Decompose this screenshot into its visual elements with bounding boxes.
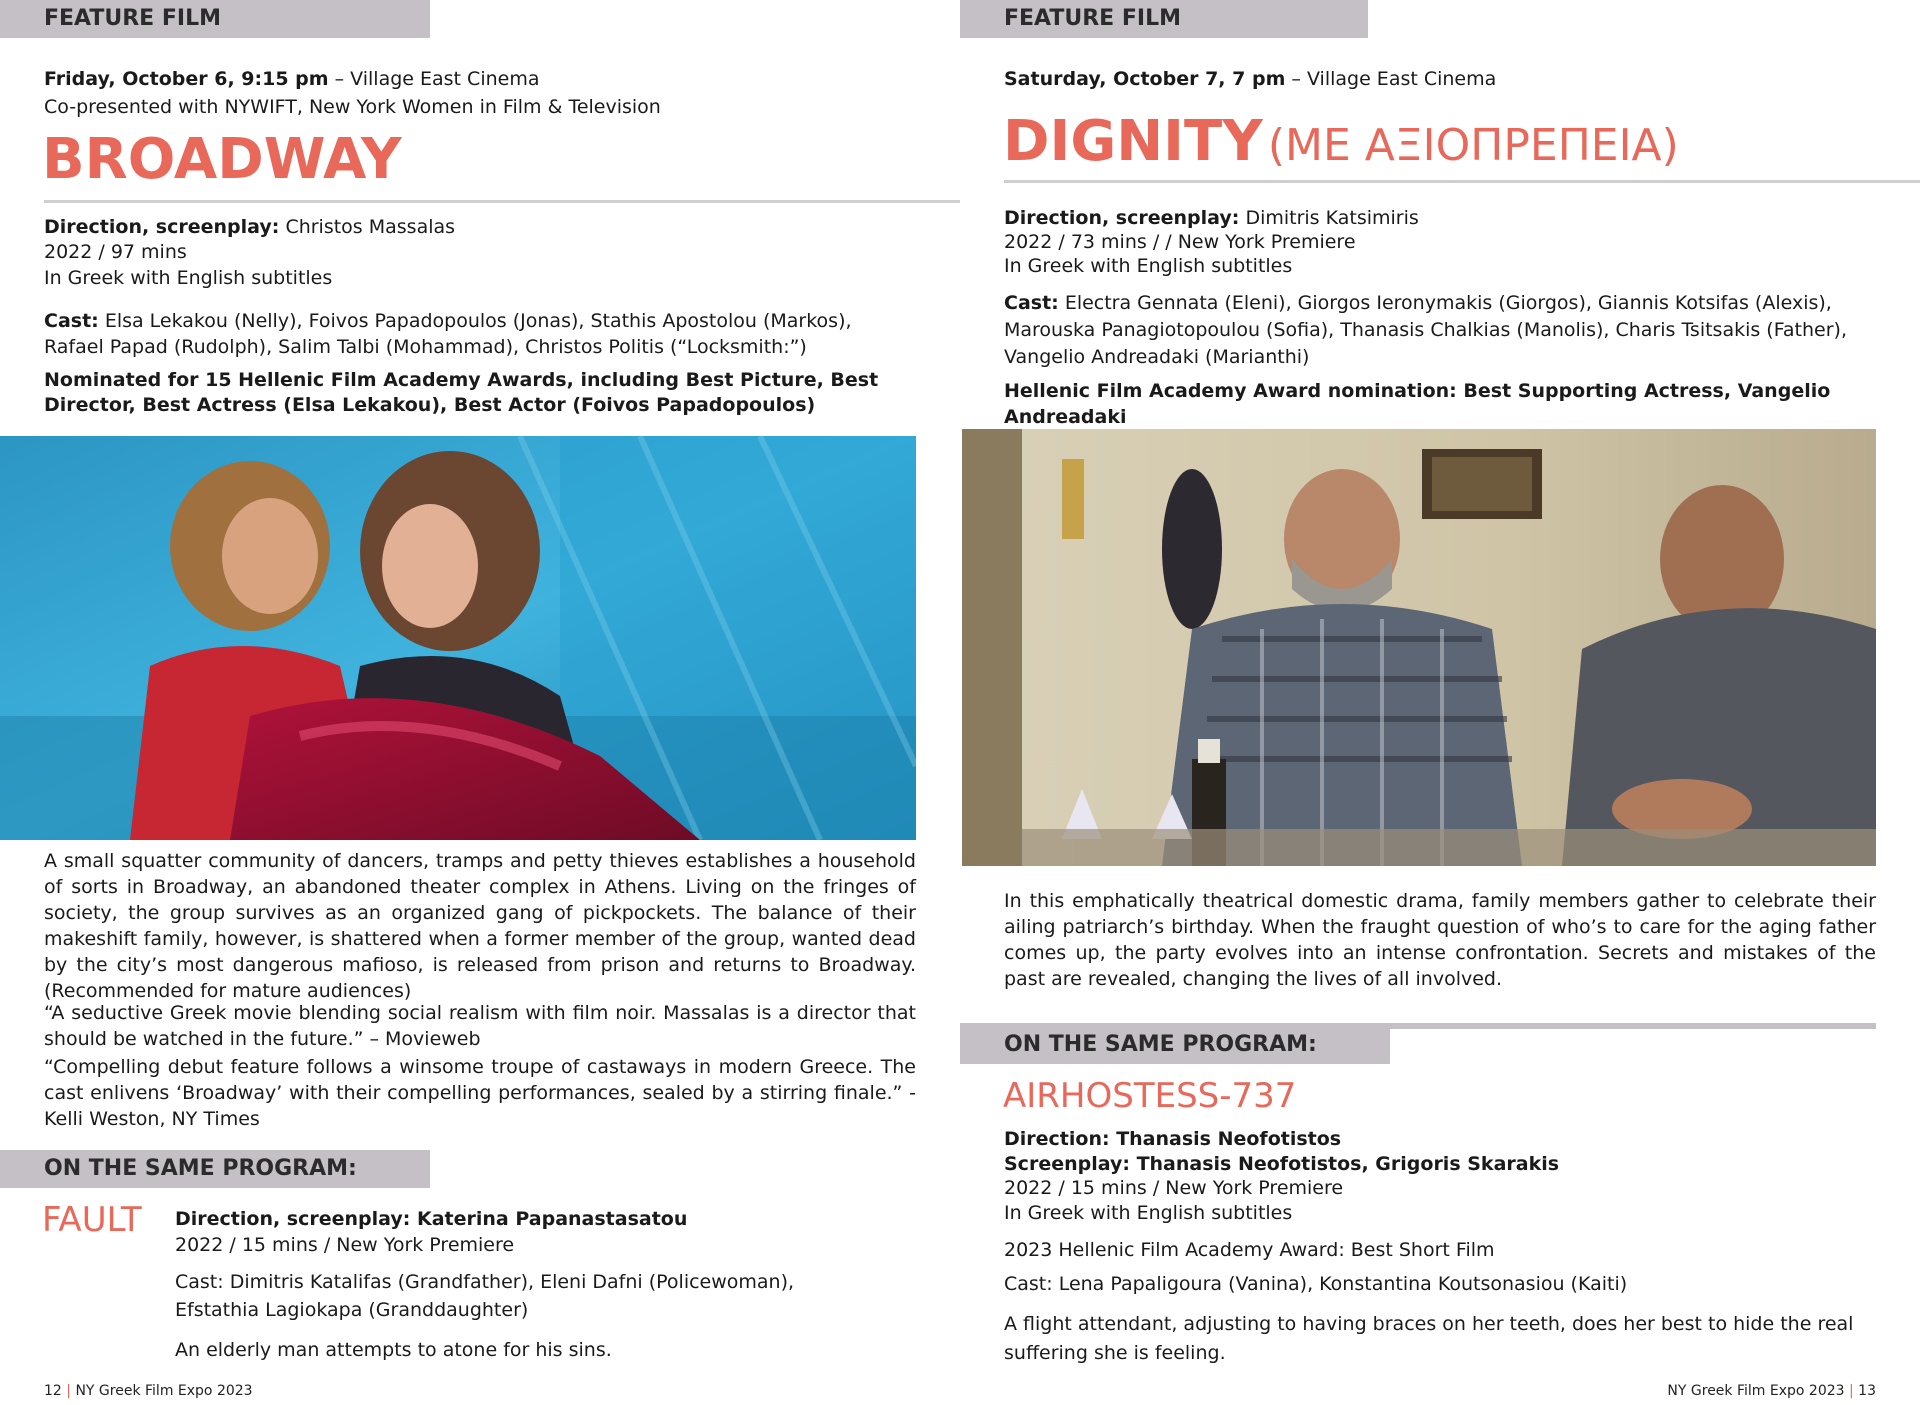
cast-block [44, 308, 914, 360]
direction-value: Dimitris Katsimiris [1245, 207, 1419, 229]
section-tab-same-program: ON THE SAME PROGRAM: [960, 1026, 1390, 1064]
short-synopsis: A flight attendant, adjusting to having braces on her teeth, does her best to hide the real suffering she is feeling. [1004, 1313, 1854, 1364]
short-cast: Cast: Dimitris Katalifas (Grandfather), Eleni Dafni (Policewoman), Efstathia Lagiokapa (Granddaughter) [175, 1271, 795, 1321]
schedule-venue: – Village East Cinema [1291, 68, 1497, 90]
footer-title: NY Greek Film Expo 2023 [1667, 1383, 1845, 1399]
film-title [1003, 110, 1679, 187]
year-runtime: 2022 / 97 mins [44, 241, 187, 263]
direction-label: Direction, screenplay: [1004, 207, 1240, 229]
schedule-date: Saturday, October 7, 7 pm [1004, 68, 1286, 90]
short-year: 2022 / 15 mins / New York Premiere [1004, 1177, 1344, 1199]
synopsis: In this emphatically theatrical domestic drama, family members gather to celebrate their ailing patriarch’s birthday. When the fraught question of who’s to care for the aging father comes up, the party evolves into an intense confrontation. Secrets and mistakes of the past are revealed, changing the lives of all involved. [1004, 890, 1876, 990]
short-screenplay: Screenplay: Thanasis Neofotistos, Grigoris Skarakis [1004, 1153, 1560, 1175]
film-title: BROADWAY [42, 127, 402, 192]
schedule-venue: – Village East Cinema [334, 68, 540, 90]
section-tab-feature-film: FEATURE FILM [960, 0, 1368, 38]
cast-value: Electra Gennata (Eleni), Giorgos Ieronymakis (Giorgos), Giannis Kotsifas (Alexis), Marouska Panagiotopoulou (Sofia), Thanasis Chalkias (Manolis), Charis Tsitsakis (Father), Vangelio Andreadaki (Marianthi) [1004, 292, 1847, 368]
cast-value: Elsa Lekakou (Nelly), Foivos Papadopoulos (Jonas), Stathis Apostolou (Markos), Rafael Papad (Rudolph), Salim Talbi (Mohammad), Christos Politis (“Locksmith:”) [44, 310, 852, 358]
short-year: 2022 / 15 mins / New York Premiere [175, 1234, 515, 1256]
film-title-main: DIGNITY [1003, 109, 1263, 174]
short-direction: Direction: Thanasis Neofotistos [1004, 1128, 1342, 1150]
schedule-line [44, 66, 944, 92]
short-film-title: AIRHOSTESS-737 [1003, 1076, 1297, 1116]
quote-nytimes: “Compelling debut feature follows a winsome troupe of castaways in modern Greece. The cast enlivens ‘Broadway’ with their compelling performances, sealed by a stirring finale.” - Kelli Weston, NY Times [44, 1056, 916, 1130]
short-synopsis: An elderly man attempts to atone for his sins. [175, 1339, 612, 1361]
title-rule [44, 200, 960, 203]
short-direction: Direction, screenplay: Katerina Papanastasatou [175, 1208, 688, 1230]
dignity-still-photo [962, 429, 1876, 866]
page-footer-left: 12 | NY Greek Film Expo 2023 [44, 1383, 253, 1399]
film-title-greek: (ΜΕ ΑΞΙΟΠΡΕΠΕΙΑ) [1267, 120, 1679, 171]
broadway-still-photo [0, 436, 916, 840]
award-nomination: Hellenic Film Academy Award nomination: Best Supporting Actress, Vangelio Andreadaki [1004, 380, 1831, 428]
short-language: In Greek with English subtitles [1004, 1202, 1293, 1224]
year-runtime: 2022 / 73 mins / / New York Premiere [1004, 231, 1356, 253]
language-line: In Greek with English subtitles [1004, 255, 1293, 277]
cast-label: Cast: [44, 310, 99, 332]
section-tab-same-program: ON THE SAME PROGRAM: [0, 1150, 430, 1188]
quote-movieweb: “A seductive Greek movie blending social realism with film noir. Massalas is a director that should be watched in the future.” – Movieweb [44, 1002, 916, 1050]
synopsis: A small squatter community of dancers, tramps and petty thieves establishes a household of sorts in Broadway, an abandoned theater complex in Athens. Living on the fringes of society, the group survives as an organized gang of pickpockets. The balance of their makeshift family, however, is shattered when a former member of the group, wanted dead by the city’s most dangerous mafioso, is released from prison and returns to Broadway. (Recommended for mature audiences) [44, 850, 916, 1002]
schedule-line [1004, 66, 1884, 92]
language-line: In Greek with English subtitles [44, 267, 333, 289]
direction-line [44, 214, 924, 240]
short-cast: Cast: Lena Papaligoura (Vanina), Konstantina Koutsonasiou (Kaiti) [1004, 1273, 1628, 1295]
title-rule [1004, 180, 1920, 183]
page-number: 12 [44, 1383, 62, 1399]
schedule-date: Friday, October 6, 9:15 pm [44, 68, 329, 90]
section-tab-feature-film: FEATURE FILM [0, 0, 430, 38]
short-award: 2023 Hellenic Film Academy Award: Best Short Film [1004, 1239, 1495, 1261]
copresented-line: Co-presented with NYWIFT, New York Women in Film & Television [44, 96, 661, 118]
cast-label: Cast: [1004, 292, 1059, 314]
footer-title: NY Greek Film Expo 2023 [75, 1383, 253, 1399]
page-footer-right: NY Greek Film Expo 2023 | 13 [1667, 1383, 1876, 1399]
cast-block [1004, 290, 1884, 371]
direction-line [1004, 205, 1884, 231]
direction-value: Christos Massalas [285, 216, 456, 238]
nominations: Nominated for 15 Hellenic Film Academy Awards, including Best Picture, Best Director, Best Actress (Elsa Lekakou), Best Actor (Foivos Papadopoulos) [44, 369, 879, 416]
short-film-title: FAULT [42, 1200, 142, 1240]
direction-label: Direction, screenplay: [44, 216, 280, 238]
page-number: 13 [1858, 1383, 1876, 1399]
